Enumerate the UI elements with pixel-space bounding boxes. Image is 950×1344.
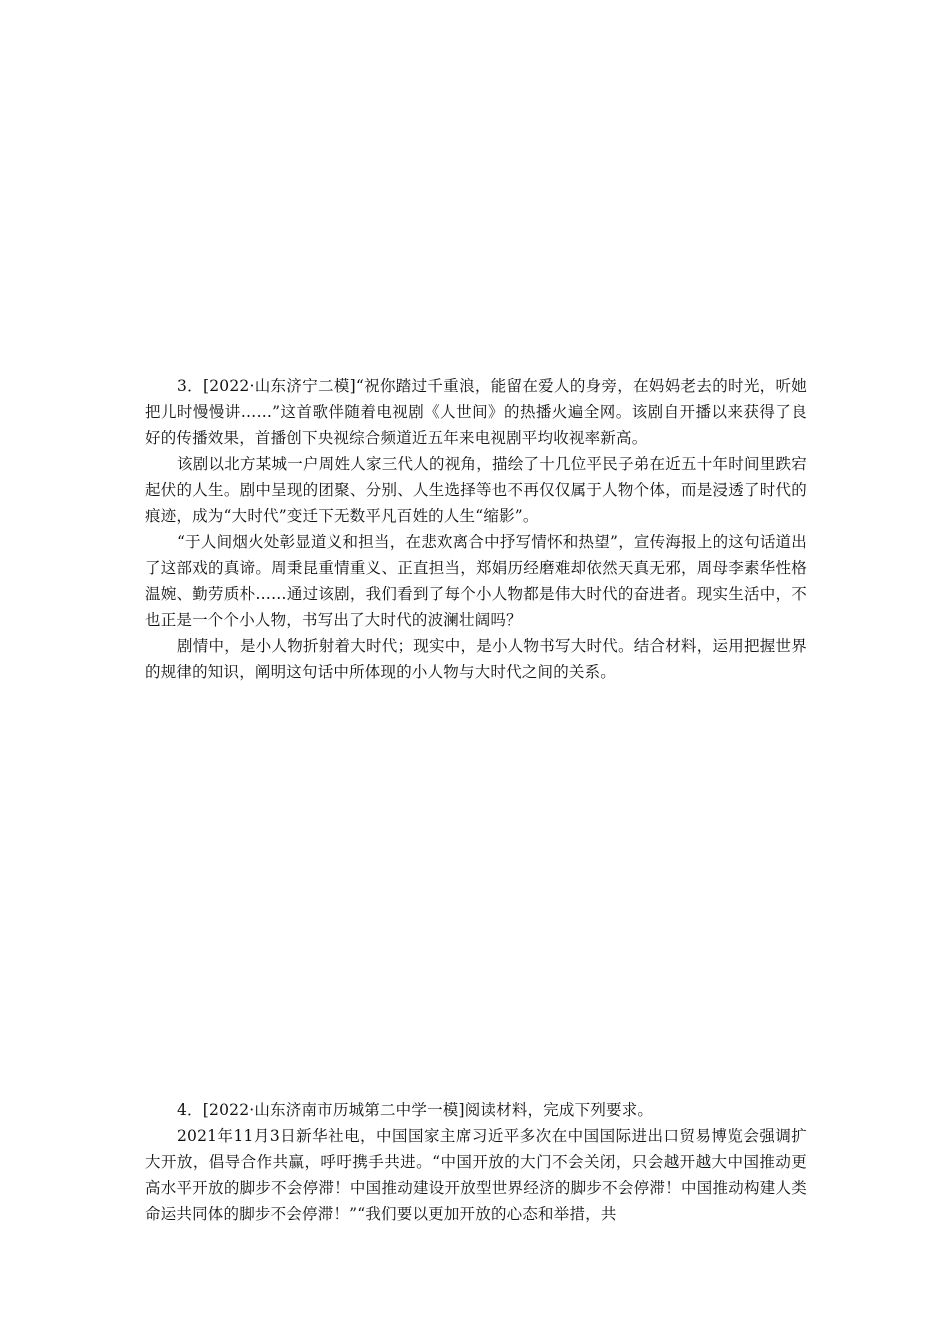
question-3-requirement: 剧情中，是小人物折射着大时代；现实中，是小人物书写大时代。结合材料，运用把握世界的规律的知识，阐明这句话中所体现的小人物与大时代之间的关系。 [145,637,807,681]
question-3-stem: 3．[2022·山东济宁二模]“祝你踏过千重浪，能留在爱人的身旁，在妈妈老去的时光，听她把儿时慢慢讲……”这首歌伴随着电视剧《人世间》的热播火遍全网。该剧自开播以来获得了良好的传播效果，首播创下央视综合频道近五年来电视剧平均收视率新高。 [145,377,807,447]
question-4-stem: 4．[2022·山东济南市历城第二中学一模]阅读材料，完成下列要求。 [177,1101,654,1119]
question-3-material-2: “于人间烟火处彰显道义和担当，在悲欢离合中抒写情怀和热望”，宣传海报上的这句话道出了这部戏的真谛。周秉昆重情重义、正直担当，郑娟历经磨难却依然天真无邪，周母李素华性格温婉、勤劳质朴……通过该剧，我们看到了每个小人物都是伟大时代的奋进者。现实生活中，不也正是一个个小人物，书写出了大时代的波澜壮阔吗？ [145,533,807,629]
question-4 [145,1097,807,1227]
question-4-material-1: 2021年11月3日新华社电，中国国家主席习近平多次在中国国际进出口贸易博览会强调扩大开放，倡导合作共赢，呼吁携手共进。“中国开放的大门不会关闭，只会越开越大中国推动更高水平开放的脚步不会停滞！中国推动建设开放型世界经济的脚步不会停滞！中国推动构建人类命运共同体的脚步不会停滞！”“我们要以更加开放的心态和举措，共 [145,1127,807,1223]
question-3-material-1: 该剧以北方某城一户周姓人家三代人的视角，描绘了十几位平民子弟在近五十年时间里跌宕起伏的人生。剧中呈现的团聚、分别、人生选择等也不再仅仅属于人物个体，而是浸透了时代的痕迹，成为“大时代”变迁下无数平凡百姓的人生“缩影”。 [145,455,807,525]
question-3 [145,373,807,685]
